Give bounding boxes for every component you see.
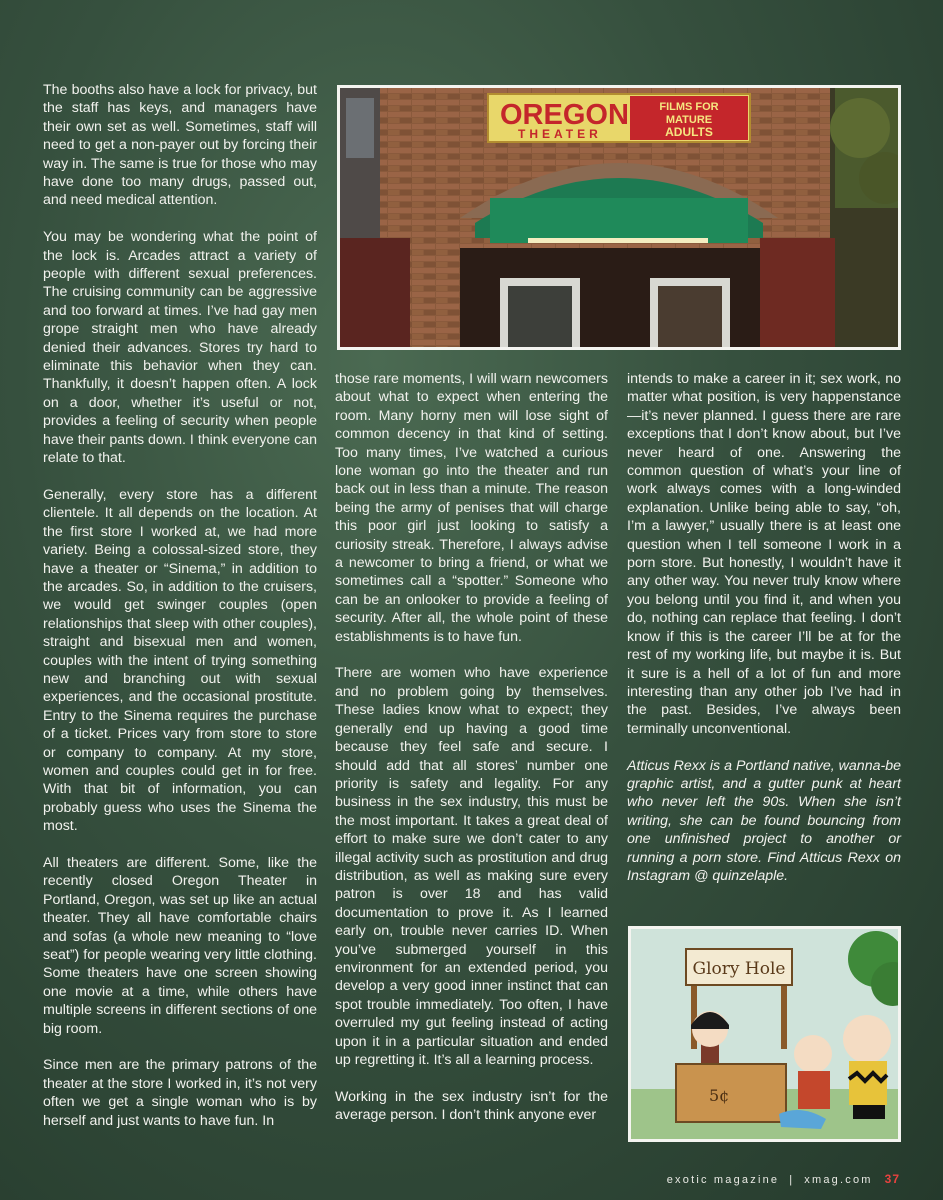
author-bio: Atticus Rexx is a Portland native, wanna-be graphic artist, and a gutter punk at heart who never left the 90s. When she isn’t writing, she can be found bouncing from one unfinished project to another or running a porn store. Find Atticus Rexx on Instagram @ quinzelaple. (627, 757, 901, 884)
theater-facade-image (340, 88, 898, 347)
booth-sign-text: Glory Hole (692, 959, 786, 979)
sign-films-for: FILMS FOR (659, 101, 719, 113)
peanuts-cartoon-image (628, 926, 901, 1142)
article-column-3 (627, 370, 901, 904)
sign-oregon: OREGON (500, 99, 629, 131)
footer-site-link: xmag.com (804, 1174, 873, 1186)
page-number: 37 (884, 1172, 900, 1186)
paragraph: Since men are the primary patrons of the theater at the store I worked in, it’s not very often we get a single woman who is by herself and just wants to have fun. In (43, 1057, 317, 1129)
paragraph: intends to make a career in it; sex work, no matter what position, is very happenstance—it’s never planned. I guess there are rare exceptions that I don’t know about, but I’ve never heard of one. Answering the common question of what’s your line of work always comes with a long-winded explanation. Unlike being able to say, “oh, I’m a lawyer,” usually there is at least one question when I tell someone I work in a porn store. But honestly, I wouldn’t have it any other way. You never truly know where you belong until you find it, and when you do, nothing can replace that feeling. I don’t know if this is the career I’ll be at for the rest of my working life, but maybe it is. But it sure is a hell of a lot of fun and more interesting than any other job I’ve had in the past. Besides, I’ve always been terminally unconventional. (627, 371, 901, 737)
booth-price-text: 5¢ (709, 1086, 730, 1105)
paragraph: All theaters are different. Some, like the recently closed Oregon Theater in Portland, Oregon, was set up like an actual theater. They all have comfortable chairs and sofas (a whole new meaning to “love seat”) for people wearing very little clothing. Some theaters have one screen showing one movie at a time, while others have multiple screens in different sections of one big room. (43, 855, 317, 1037)
paragraph: The booths also have a lock for privacy, but the staff has keys, and managers have their own set as well. Sometimes, staff will need to get a non-payer out by forcing their way in. The same is true for those who may have done too many drugs, passed out, and need medical attention. (43, 82, 317, 209)
paragraph: Working in the sex industry isn’t for the average person. I don’t think anyone ever (335, 1088, 608, 1124)
paragraph: You may be wondering what the point of the lock is. Arcades attract a variety of people with different sexual preferences. The cruising community can be aggressive and too forward at times. I’ve had gay men grope straight men who have already denied their advances. Stores try hard to eliminate this behavior when they can. Thankfully, it doesn’t happen often. A lock on a door, whether it’s useful or not, provides a feeling of security when people have their pants down. I think everyone can relate to that. (43, 229, 317, 467)
paragraph: There are women who have experience and no problem going by themselves. These ladies know what to expect; they generally end up having a good time because they feel safe and secure. I should add that all stores’ number one priority is safety and legality. For any business in the sex industry, this must be the most important. It takes a great deal of effort to make sure we don’t cater to any illegal activity such as prostitution and drug distribution, as well as making sure every patron is over 18 and has valid documentation to prove it. As I learned early on, trouble never carries ID. When you’ve submerged yourself in this environment for an extended period, you develop a very good inner instinct that can spot trouble immediately. Too often, I have overruled my gut feeling instead of acting upon it in a particular situation and ended up regretting it. It’s all a learning process. (335, 665, 608, 1069)
page-footer (667, 1172, 900, 1186)
article-column-2 (335, 370, 608, 1143)
article-column-1 (43, 81, 317, 1148)
footer-magazine-name: exotic magazine (666, 1174, 780, 1186)
sign-adults: ADULTS (665, 125, 713, 139)
footer-separator: | (789, 1174, 795, 1186)
paragraph: those rare moments, I will warn newcomers about what to expect when entering the room. Many horny men will lose sight of common decency in that kind of setting. Too many times, I’ve watched a curious lone woman go into the theater and run back out in less than a minute. The reason being the army of penises that will charge this poor girl just looking to satisfy a curiosity streak. Therefore, I always advise a newcomer to bring a friend, or what we sometimes call a “spotter.” Someone who can be an onlooker to provide a feeling of security. After all, the whole point of these establishments is to have fun. (335, 371, 608, 645)
sign-mature: MATURE (665, 114, 713, 126)
paragraph: Generally, every store has a different clientele. It all depends on the location. At the first store I worked at, we had more variety. Being a colossal-sized store, they have a theater or “Sinema,” in addition to the arcades. So, in addition to the cruisers, we would get swinger couples (open relationships that sleep with other couples), straight and bisexual men and women, couples with the intent of trying something new and branching out with sexual experiences, and the occasional prostitute. Entry to the Sinema requires the purchase of a ticket. Prices vary from store to store or company to company. At my store, women and couples could get in for free. With that bit of information, you can probably guess who uses the Sinema the most. (43, 486, 317, 835)
oregon-theater-photo (337, 85, 901, 350)
sign-theater: THEATER (518, 127, 602, 141)
cartoon-illustration (631, 929, 898, 1139)
